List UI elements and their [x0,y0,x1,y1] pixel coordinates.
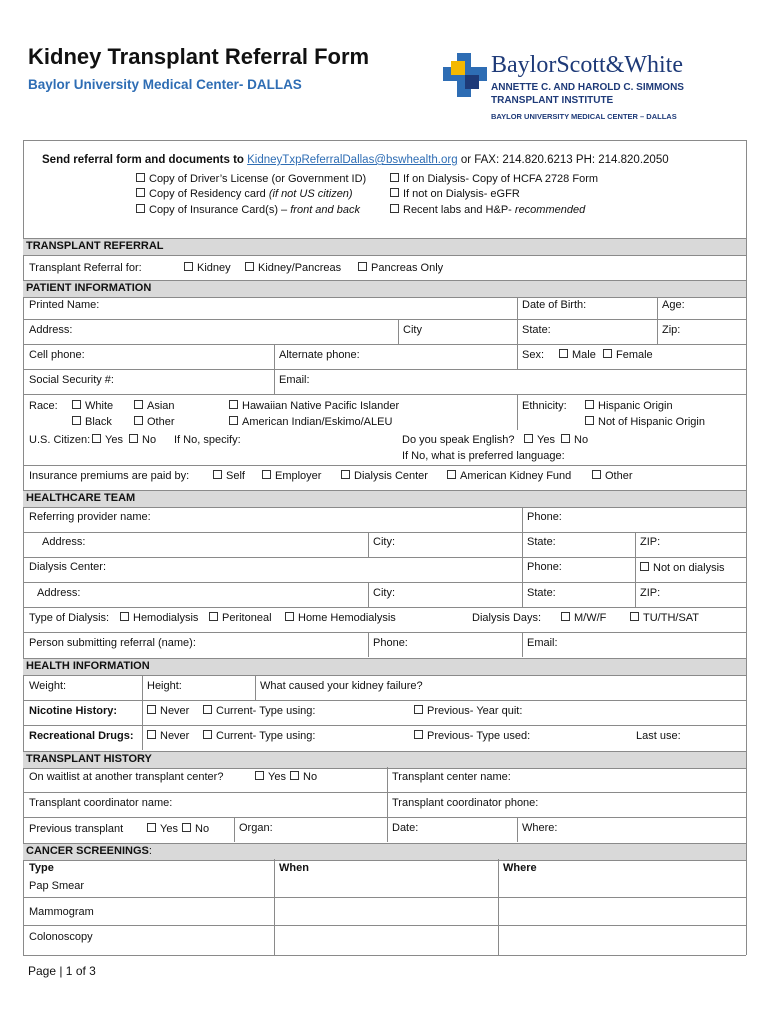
state-field[interactable]: State: [522,324,551,336]
checkbox-icon[interactable] [341,470,350,479]
section-healthcare-team: HEALTHCARE TEAM [26,492,136,504]
checkbox-icon[interactable] [524,434,533,443]
checkbox-icon[interactable] [129,434,138,443]
nicotine-previous-option[interactable]: Previous- Year quit: [414,705,522,717]
checkbox-icon[interactable] [447,470,456,479]
checkbox-icon[interactable] [209,612,218,621]
form-title: Kidney Transplant Referral Form [28,44,370,69]
checkbox-icon[interactable] [182,823,191,832]
checkbox-icon[interactable] [592,470,601,479]
english-no-option[interactable]: No [561,434,588,446]
drugs-previous-option[interactable]: Previous- Type used: [414,730,530,742]
ethnicity-label: Ethnicity: [522,400,567,412]
checklist-egfr[interactable]: If not on Dialysis- eGFR [390,188,520,200]
checkbox-icon[interactable] [134,400,143,409]
checkbox-icon[interactable] [585,416,594,425]
referring-provider-field[interactable]: Referring provider name: [29,511,151,523]
table-row: Colonoscopy [29,931,93,943]
dialysis-address-field[interactable]: Address: [37,587,81,599]
checkbox-icon[interactable] [390,173,399,182]
checkbox-icon[interactable] [120,612,129,621]
coordinator-name-field[interactable]: Transplant coordinator name: [29,797,173,809]
printed-name-field[interactable]: Printed Name: [29,299,100,311]
waitlist-label: On waitlist at another transplant center? [29,771,224,783]
patient-email-field[interactable]: Email: [279,374,310,386]
ssn-field[interactable]: Social Security #: [29,374,114,386]
sex-female-option[interactable]: Female [603,349,653,361]
insurance-self-option[interactable]: Self [213,470,245,482]
checkbox-icon[interactable] [213,470,222,479]
checkbox-icon[interactable] [561,612,570,621]
sex-label: Sex: [522,349,545,361]
previous-transplant-label: Previous transplant [29,823,124,835]
previous-no-option[interactable]: No [182,823,209,835]
transplant-where-field[interactable]: Where: [522,822,558,834]
section-health-information: HEALTH INFORMATION [26,660,150,672]
checkbox-icon[interactable] [229,416,238,425]
send-prefix: Send referral form and documents to [42,154,244,166]
checkbox-icon[interactable] [603,349,612,358]
submitter-phone-field[interactable]: Phone: [373,637,408,649]
cancer-col-type: Type [29,862,54,874]
checkbox-icon[interactable] [147,730,156,739]
checklist-insurance[interactable]: Copy of Insurance Card(s) – front and back [136,204,360,216]
person-submitting-field[interactable]: Person submitting referral (name): [29,637,196,649]
checkbox-icon[interactable] [136,173,145,182]
checkbox-icon[interactable] [72,400,81,409]
insurance-akf-option[interactable]: American Kidney Fund [447,470,571,482]
dialysis-zip-field[interactable]: ZIP: [640,587,661,599]
referral-kidney-option[interactable]: Kidney [184,262,231,274]
race-american-indian-option[interactable]: American Indian/Eskimo/ALEU [229,416,392,428]
referral-for-label: Transplant Referral for: [29,262,142,274]
dob-field[interactable]: Date of Birth: [522,299,587,311]
kidney-failure-cause-field[interactable]: What caused your kidney failure? [260,680,423,692]
checkbox-icon[interactable] [585,400,594,409]
city-field[interactable]: City [403,324,422,336]
ethnicity-not-hispanic-option[interactable]: Not of Hispanic Origin [585,416,705,428]
not-on-dialysis-option[interactable]: Not on dialysis [640,562,725,574]
speak-english-label: Do you speak English? [402,434,515,446]
race-other-option[interactable]: Other [134,416,175,428]
provider-zip-field[interactable]: ZIP: [640,536,661,548]
checkbox-icon[interactable] [290,771,299,780]
days-mwf-option[interactable]: M/W/F [561,612,606,624]
cross-logo-icon [443,53,487,101]
checkbox-icon[interactable] [390,188,399,197]
race-label: Race: [29,400,58,412]
drugs-never-option[interactable]: Never [147,730,189,742]
send-line [42,154,669,166]
dialysis-state-field[interactable]: State: [527,587,556,599]
form-subtitle: Baylor University Medical Center- DALLAS [28,77,302,92]
nicotine-history-label: Nicotine History: [29,705,118,717]
organ-field[interactable]: Organ: [239,822,273,834]
nicotine-never-option[interactable]: Never [147,705,189,717]
table-row: Pap Smear [29,880,85,892]
race-asian-option[interactable]: Asian [134,400,175,412]
insurance-dialysis-center-option[interactable]: Dialysis Center [341,470,428,482]
section-transplant-referral: TRANSPLANT REFERRAL [26,240,164,252]
submitter-email-field[interactable]: Email: [527,637,558,649]
referral-email-link[interactable]: KidneyTxpReferralDallas@bswhealth.org [247,154,458,166]
waitlist-no-option[interactable]: No [290,771,317,783]
address-field[interactable]: Address: [29,324,73,336]
checkbox-icon[interactable] [414,730,423,739]
dialysis-center-field[interactable]: Dialysis Center: [29,561,107,573]
checklist-labs[interactable]: Recent labs and H&P- recommended [390,204,585,216]
citizen-yes-option[interactable]: Yes [92,434,123,446]
days-tuthsat-option[interactable]: TU/TH/SAT [630,612,699,624]
cell-phone-field[interactable]: Cell phone: [29,349,85,361]
preferred-language-field[interactable]: If No, what is preferred language: [402,450,565,462]
dialysis-city-field[interactable]: City: [373,587,395,599]
page-number: Page | 1 of 3 [28,964,96,978]
logo-line2: TRANSPLANT INSTITUTE [491,95,614,106]
checkbox-icon[interactable] [72,416,81,425]
section-patient-information: PATIENT INFORMATION [26,282,152,294]
recreational-drugs-label: Recreational Drugs: [29,730,134,742]
checklist-license[interactable]: Copy of Driver’s License (or Government ID) [136,173,366,185]
dialysis-center-phone-field[interactable]: Phone: [527,561,562,573]
drugs-last-use-field[interactable]: Last use: [636,730,681,742]
dialysis-days-label: Dialysis Days: [472,612,542,624]
checkbox-icon[interactable] [136,204,145,213]
checkbox-icon[interactable] [358,262,367,271]
checkbox-icon[interactable] [147,823,156,832]
sex-male-option[interactable]: Male [559,349,596,361]
checkbox-icon[interactable] [203,730,212,739]
peritoneal-option[interactable]: Peritoneal [209,612,272,624]
drugs-current-option[interactable]: Current- Type using: [203,730,315,742]
checkbox-icon[interactable] [147,705,156,714]
checkbox-icon[interactable] [203,705,212,714]
insurance-paid-label: Insurance premiums are paid by: [29,470,190,482]
send-contact: or FAX: 214.820.6213 PH: 214.820.2050 [460,154,669,166]
insurance-other-option[interactable]: Other [592,470,633,482]
checkbox-icon[interactable] [559,349,568,358]
race-hawaiian-option[interactable]: Hawaiian Native Pacific Islander [229,400,399,412]
checkbox-icon[interactable] [630,612,639,621]
checklist-residency[interactable]: Copy of Residency card (if not US citizen) [136,188,353,200]
coordinator-phone-field[interactable]: Transplant coordinator phone: [392,797,539,809]
checkbox-icon[interactable] [561,434,570,443]
race-white-option[interactable]: White [72,400,113,412]
checkbox-icon[interactable] [136,188,145,197]
citizen-no-option[interactable]: No [129,434,156,446]
logo-brand: BaylorScott&White [491,52,683,78]
table-row: Mammogram [29,906,94,918]
race-black-option[interactable]: Black [72,416,112,428]
type-of-dialysis-label: Type of Dialysis: [29,612,110,624]
insurance-employer-option[interactable]: Employer [262,470,321,482]
referral-pancreas-only-option[interactable]: Pancreas Only [358,262,443,274]
checkbox-icon[interactable] [245,262,254,271]
checklist-hcfa[interactable]: If on Dialysis- Copy of HCFA 2728 Form [390,173,598,185]
home-hemodialysis-option[interactable]: Home Hemodialysis [285,612,396,624]
section-transplant-history: TRANSPLANT HISTORY [26,753,152,765]
checkbox-icon[interactable] [229,400,238,409]
waitlist-yes-option[interactable]: Yes [255,771,286,783]
transplant-date-field[interactable]: Date: [392,822,419,834]
provider-phone-field[interactable]: Phone: [527,511,562,523]
checkbox-icon[interactable] [255,771,264,780]
referral-kidney-pancreas-option[interactable]: Kidney/Pancreas [245,262,341,274]
provider-city-field[interactable]: City: [373,536,395,548]
weight-field[interactable]: Weight: [29,680,67,692]
provider-state-field[interactable]: State: [527,536,556,548]
cancer-col-when: When [279,862,309,874]
cancer-col-where: Where [503,862,537,874]
zip-field[interactable]: Zip: [662,324,681,336]
section-cancer-screenings: CANCER SCREENINGS: [26,845,152,857]
logo-line3: BAYLOR UNIVERSITY MEDICAL CENTER – DALLAS [491,112,677,121]
us-citizen-label: U.S. Citizen: [29,434,91,446]
checkbox-icon[interactable] [414,705,423,714]
checkbox-icon[interactable] [92,434,101,443]
checkbox-icon[interactable] [134,416,143,425]
alternate-phone-field[interactable]: Alternate phone: [279,349,360,361]
hemodialysis-option[interactable]: Hemodialysis [120,612,198,624]
height-field[interactable]: Height: [147,680,182,692]
baylor-logo [443,50,733,122]
nicotine-current-option[interactable]: Current- Type using: [203,705,315,717]
checkbox-icon[interactable] [262,470,271,479]
age-field[interactable]: Age: [662,299,685,311]
logo-line1: ANNETTE C. AND HAROLD C. SIMMONS [491,82,684,93]
citizen-specify-field[interactable]: If No, specify: [174,434,241,446]
checkbox-icon[interactable] [390,204,399,213]
ethnicity-hispanic-option[interactable]: Hispanic Origin [585,400,673,412]
english-yes-option[interactable]: Yes [524,434,555,446]
checkbox-icon[interactable] [640,562,649,571]
checkbox-icon[interactable] [184,262,193,271]
checkbox-icon[interactable] [285,612,294,621]
previous-yes-option[interactable]: Yes [147,823,178,835]
provider-address-field[interactable]: Address: [42,536,86,548]
transplant-center-name-field[interactable]: Transplant center name: [392,771,511,783]
